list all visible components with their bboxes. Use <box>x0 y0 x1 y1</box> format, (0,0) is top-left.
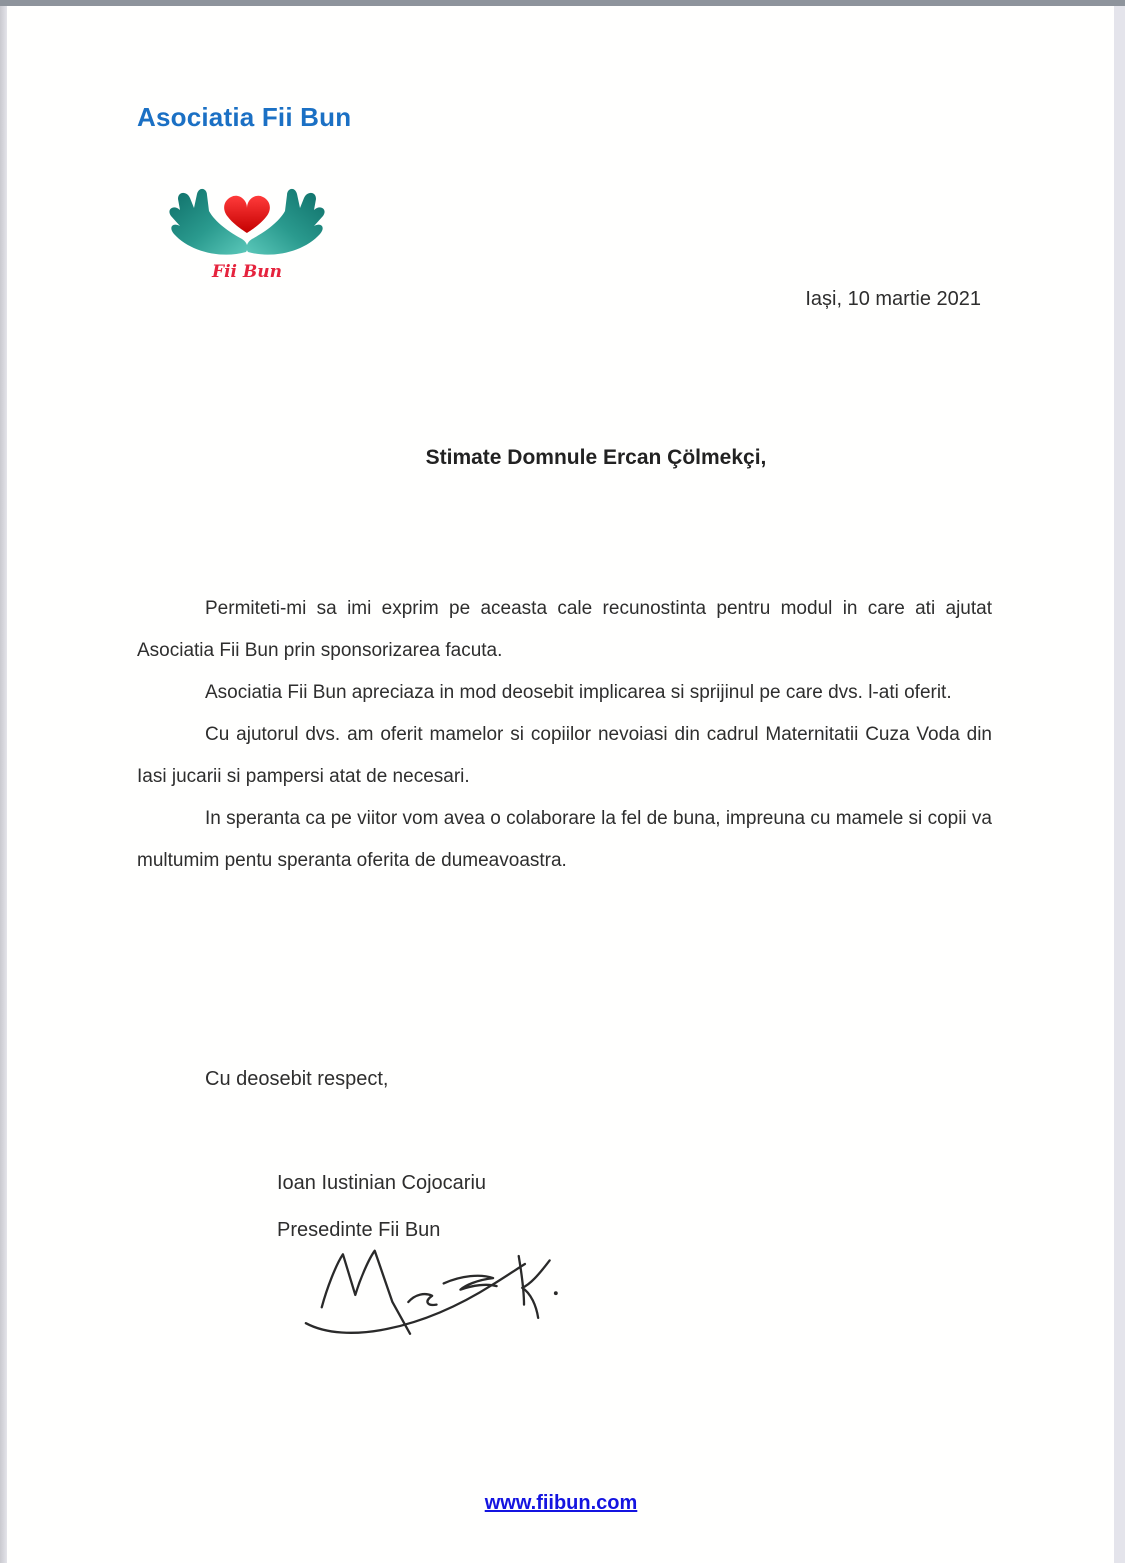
handwritten-signature <box>297 1238 562 1343</box>
closing-line: Cu deosebit respect, <box>205 1068 389 1090</box>
website-link[interactable]: www.fiibun.com <box>484 1492 638 1514</box>
viewer-left-edge <box>0 6 7 1563</box>
signer-name: Ioan Iustinian Cojocariu <box>277 1172 487 1194</box>
paragraph-2: Asociatia Fii Bun apreciaza in mod deosebit implicarea si sprijinul pe care dvs. l-ati oferit. <box>205 682 952 703</box>
logo-caption: Fii Bun <box>212 262 282 282</box>
letter-page <box>7 6 1114 1563</box>
salutation-line: Stimate Domnule Ercan Çölmekçi, <box>425 446 767 469</box>
paragraph-4: In speranta ca pe viitor vom avea o colaborare la fel de buna, impreuna cu mamele si copii va multumim pentu speranta oferita de dumeavoastra. <box>137 808 992 871</box>
viewer-right-edge <box>1114 6 1125 1563</box>
fii-bun-hands-heart-logo <box>152 178 342 286</box>
footer <box>137 1492 985 1515</box>
paragraph-3: Cu ajutorul dvs. am oferit mamelor si copiilor nevoiasi din cadrul Maternitatii Cuza Voda din Iasi jucarii si pampersi atat de necesari. <box>137 724 992 787</box>
paragraph-1: Permiteti-mi sa imi exprim pe aceasta cale recunostinta pentru modul in care ati ajutat Asociatia Fii Bun prin sponsorizarea facuta. <box>137 598 992 661</box>
signer-title: Presedinte Fii Bun <box>277 1219 441 1241</box>
organization-name-heading: Asociatia Fii Bun <box>137 102 352 132</box>
letter-body <box>137 588 992 882</box>
letter-date: Iași, 10 martie 2021 <box>805 288 981 310</box>
heart-icon <box>224 196 270 233</box>
